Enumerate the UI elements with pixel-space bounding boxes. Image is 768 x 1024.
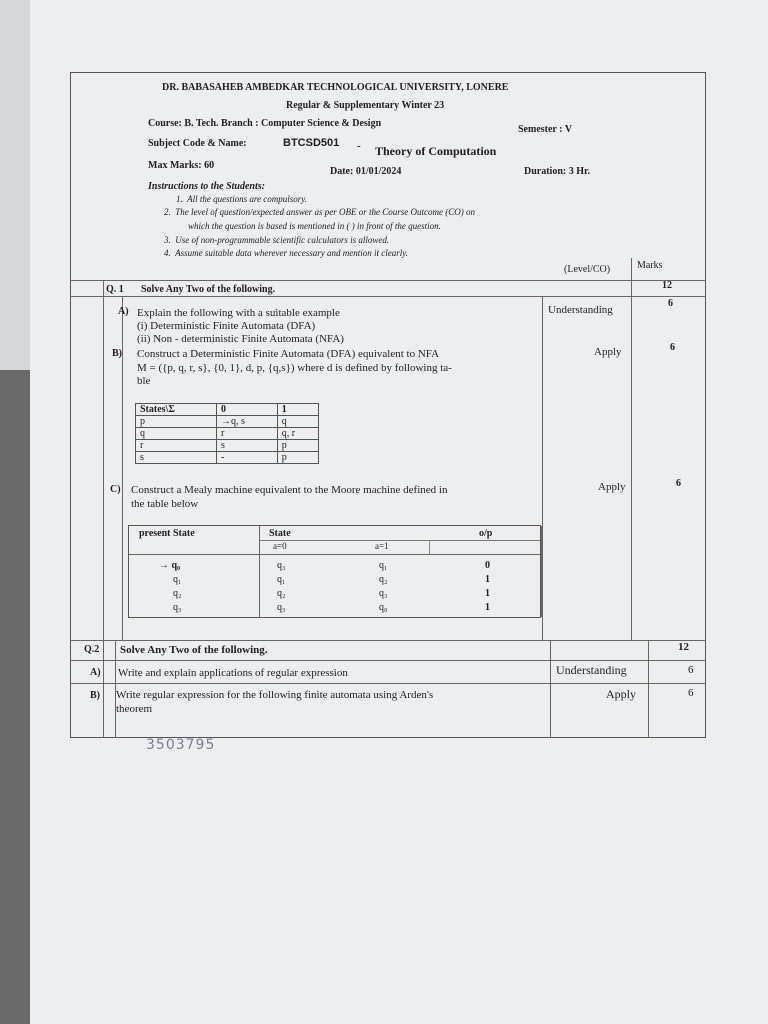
- q2b-label: B): [90, 690, 100, 701]
- instruction-4: 4. Assume suitable data wherever necessary and mention it clearly.: [164, 248, 408, 258]
- moore-row-a0: q₃: [277, 560, 286, 571]
- subject-label: Subject Code & Name:: [148, 138, 247, 149]
- q1-title: Solve Any Two of the following.: [141, 284, 276, 295]
- moore-row-a0: q₁: [277, 574, 286, 585]
- subject-separator: -: [357, 140, 361, 152]
- duration: Duration: 3 Hr.: [524, 166, 591, 177]
- moore-row-a1: q₂: [379, 574, 388, 585]
- q1b-marks: 6: [670, 342, 675, 353]
- subject-code: BTCSD501: [283, 137, 340, 149]
- exam-date: Date: 01/01/2024: [330, 166, 402, 177]
- instruction-3: 3. Use of non-programmable scientific calculators is allowed.: [164, 235, 390, 245]
- table-row: r s p: [136, 440, 319, 452]
- q1c-line-2: the table below: [131, 498, 199, 510]
- moore-row-present: → q₀: [159, 560, 181, 571]
- q1a-line-1: Explain the following with a suitable example: [137, 307, 340, 319]
- q1c-level: Apply: [598, 481, 626, 493]
- q2b-level: Apply: [606, 687, 636, 701]
- q1c-marks: 6: [676, 478, 681, 489]
- marks-column-header: Marks: [637, 260, 663, 271]
- q2a-level: Understanding: [556, 663, 627, 677]
- semester: Semester : V: [518, 124, 573, 135]
- max-marks: Max Marks: 60: [148, 160, 215, 171]
- q2b-marks: 6: [688, 687, 694, 699]
- q2-total-marks: 12: [678, 641, 689, 653]
- course-line: Course: B. Tech. Branch : Computer Science & Design: [148, 118, 382, 129]
- instruction-1: 1. All the questions are compulsory.: [176, 194, 307, 204]
- moore-row-op: 0: [485, 560, 490, 571]
- table-row: q r q, r: [136, 428, 319, 440]
- q2-title: Solve Any Two of the following.: [120, 644, 268, 656]
- q2b-line-1: Write regular expression for the following finite automata using Arden's: [116, 689, 434, 701]
- paper-code-number: 3503795: [146, 737, 216, 753]
- q1c-label: C): [110, 484, 121, 495]
- q1a-marks: 6: [668, 298, 673, 309]
- q1b-line-2: M = ({p, q, r, s}, {0, 1}, d, p, {q,s}) where d is defined by following ta-: [137, 362, 452, 374]
- nfa-header-1: 1: [277, 404, 318, 416]
- instruction-2-cont: which the question is based is mentioned in ( ) in front of the question.: [188, 221, 441, 231]
- q2a-marks: 6: [688, 664, 694, 676]
- moore-row-op: 1: [485, 602, 490, 613]
- q2-number: Q.2: [84, 644, 100, 655]
- nfa-header-states: States\Σ: [136, 404, 217, 416]
- moore-machine-table: [128, 525, 541, 618]
- q2a-text: Write and explain applications of regular expression: [118, 667, 348, 679]
- q1c-line-1: Construct a Mealy machine equivalent to the Moore machine defined in: [131, 484, 448, 496]
- moore-header-present: present State: [139, 528, 195, 539]
- q1b-level: Apply: [594, 346, 622, 358]
- moore-row-present: q₂: [173, 588, 182, 599]
- moore-row-present: q₁: [173, 574, 182, 585]
- q2b-line-2: theorem: [116, 703, 153, 715]
- moore-row-a1: q₃: [379, 588, 388, 599]
- moore-row-op: 1: [485, 574, 490, 585]
- instruction-2: 2. The level of question/expected answer as per OBE or the Course Outcome (CO) on: [164, 207, 475, 217]
- moore-header-op: o/p: [479, 528, 493, 539]
- q1a-label: A): [118, 306, 129, 317]
- q1a-line-2: (i) Deterministic Finite Automata (DFA): [137, 320, 316, 332]
- q1b-line-1: Construct a Deterministic Finite Automata (DFA) equivalent to NFA: [137, 348, 440, 360]
- moore-header-a1: a=1: [375, 541, 389, 551]
- nfa-transition-table: [135, 403, 319, 464]
- moore-row-a1: q₁: [379, 560, 388, 571]
- table-row: s - p: [136, 452, 319, 464]
- moore-row-a1: q₀: [379, 602, 388, 613]
- instructions-title: Instructions to the Students:: [148, 181, 265, 192]
- q1-number: Q. 1: [106, 284, 124, 295]
- table-row: p →q, s q: [136, 416, 319, 428]
- q1b-line-3: ble: [137, 375, 151, 387]
- q1a-line-3: (ii) Non - deterministic Finite Automata (NFA): [137, 333, 344, 345]
- moore-row-a0: q₃: [277, 602, 286, 613]
- q1a-level: Understanding: [548, 304, 613, 316]
- q1-total-marks: 12: [662, 280, 672, 291]
- moore-row-op: 1: [485, 588, 490, 599]
- nfa-header-0: 0: [217, 404, 278, 416]
- q1b-label: B): [112, 348, 122, 359]
- subject-name: Theory of Computation: [375, 144, 497, 158]
- moore-row-present: q₃: [173, 602, 182, 613]
- level-column-header: (Level/CO): [564, 264, 611, 275]
- moore-header-a0: a=0: [273, 541, 287, 551]
- moore-row-a0: q₂: [277, 588, 286, 599]
- moore-header-state: State: [269, 528, 291, 539]
- q2a-label: A): [90, 667, 101, 678]
- exam-title: Regular & Supplementary Winter 23: [286, 100, 445, 111]
- university-name: DR. BABASAHEB AMBEDKAR TECHNOLOGICAL UNIVERSITY, LONERE: [162, 82, 509, 93]
